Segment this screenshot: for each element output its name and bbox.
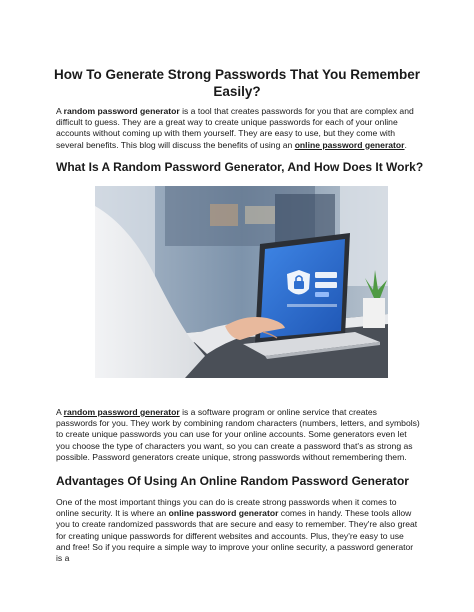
page-title: How To Generate Strong Passwords That You Remember Easily? bbox=[53, 67, 421, 99]
intro-bold-term: random password generator bbox=[63, 106, 180, 116]
p3-bold-term: online password generator bbox=[168, 508, 279, 519]
section-heading-what-is: What Is A Random Password Generator, And How Does It Work? bbox=[56, 160, 424, 174]
p3-text-a: One of the most important things you can do is create strong passwords when it comes to online security. It is where an bbox=[56, 497, 397, 519]
p2-prefix: A bbox=[56, 407, 64, 417]
intro-text: is a tool that creates passwords for you that are complex and difficult to guess. They are a great way to create unique passwords for each of your online accounts without coming up with them yourself. They are easy to use, but they come with several benefits. This blog will discuss the benefits of using an bbox=[56, 106, 414, 150]
p2-text: is a software program or online service that creates passwords for you. They work by combining random characters (numbers, letters, and symbols) to create unique passwords you can use for your online accounts. Some generators even let you choose the type of characters you want, so you can create a password that's as strong as possible. Password generators create unique, strong passwords without remembering them. bbox=[56, 407, 420, 462]
advantages-paragraph bbox=[56, 497, 420, 564]
random-password-generator-link[interactable]: random password generator bbox=[63, 407, 180, 417]
laptop-photo bbox=[95, 186, 388, 378]
shield-lock-icon bbox=[287, 270, 310, 295]
definition-paragraph bbox=[56, 407, 420, 463]
p3-text-b: comes in handy. These tools allow you to create randomized passwords that are secure and easy to remember. They're also great for creating unique passwords for different websites and accounts. Plus, they're easy to use and free! So if you require a simple way to improve your online security, a password generator is a bbox=[56, 508, 418, 564]
intro-prefix: A bbox=[56, 106, 64, 116]
intro-paragraph bbox=[56, 106, 420, 151]
intro-suffix: . bbox=[404, 139, 407, 150]
section-heading-advantages: Advantages Of Using An Online Random Password Generator bbox=[56, 474, 409, 488]
online-password-generator-link[interactable]: online password generator bbox=[294, 139, 405, 150]
